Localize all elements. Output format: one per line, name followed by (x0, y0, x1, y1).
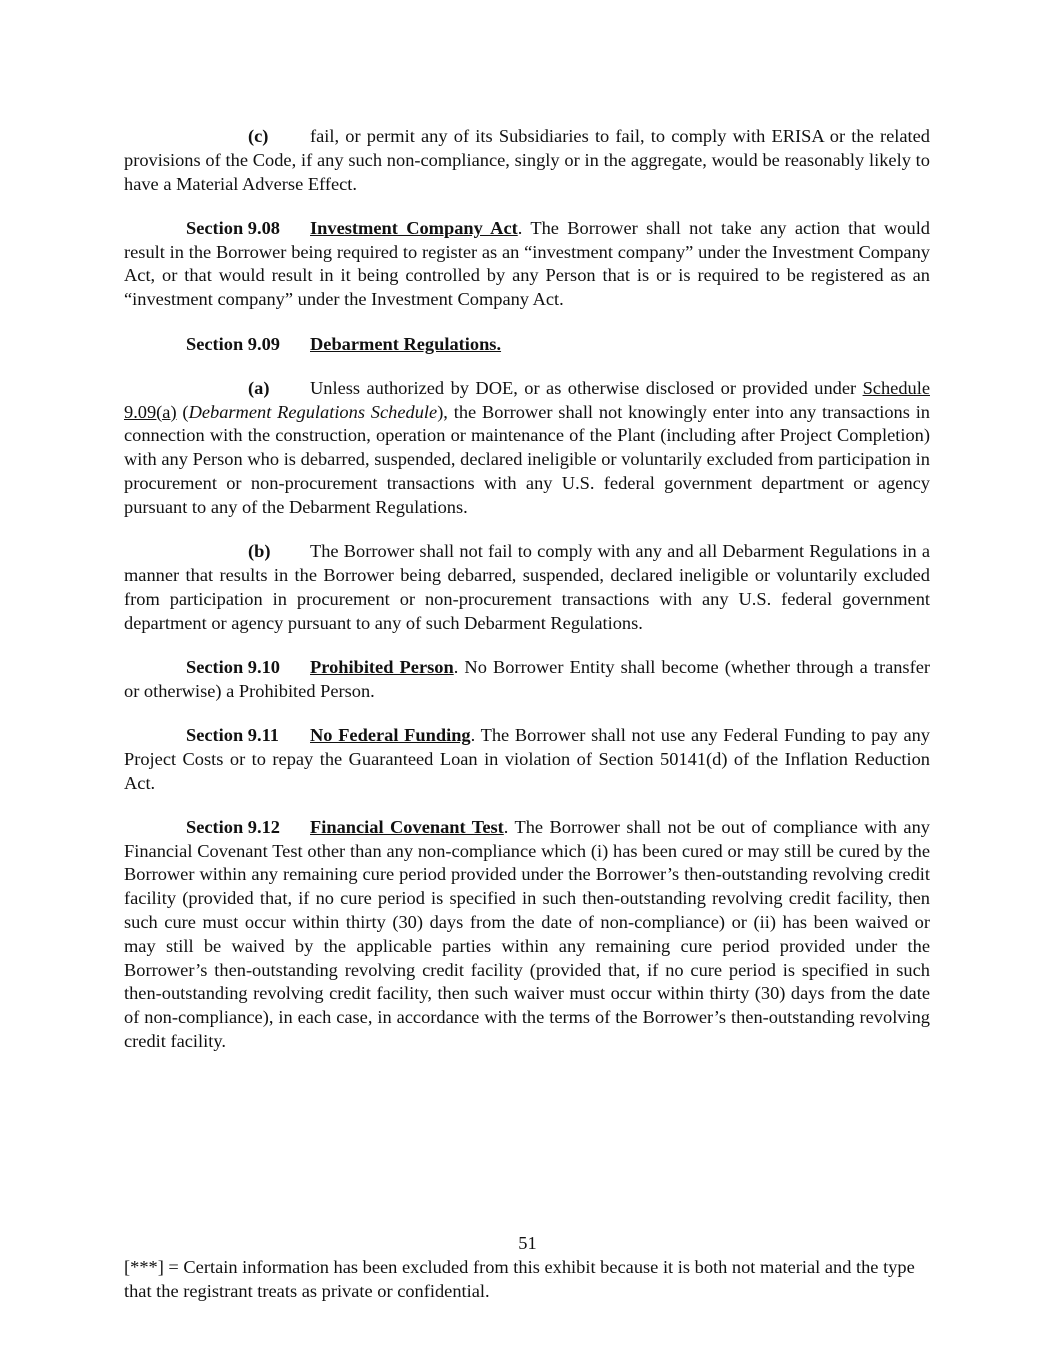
section-9-12 (124, 816, 930, 1054)
section-9-08-title: Investment Company Act (310, 217, 518, 238)
section-9-09-b-text: The Borrower shall not fail to comply with any and all Debarment Regulations in a manner that results in the Borrower being debarred, suspended, declared ineligible or voluntarily excluded from participation in procurement or non-procurement transactions with any U.S. federal government department or agency pursuant to any of such Debarment Regulations. (124, 541, 930, 633)
section-9-10-number: Section 9.10 (186, 656, 280, 677)
section-9-09-a-text-2: ( (176, 401, 189, 422)
section-9-12-title: Financial Covenant Test (310, 816, 504, 837)
section-9-09-number: Section 9.09 (186, 333, 280, 354)
section-9-09-a-text-3: ), the Borrower shall not knowingly enter into any transactions in connection with the construction, operation or maintenance of the Plant (including after Project Completion) with any Person who is debarred, suspended, declared ineligible or voluntarily excluded from participation in procurement or non-procurement transactions with any U.S. federal government department or agency pursuant to any of the Debarment Regulations. (124, 401, 930, 517)
page-body (124, 125, 930, 1074)
section-9-09-a-text-1: Unless authorized by DOE, or as otherwise disclosed or provided under (310, 377, 863, 398)
section-9-10-text: . No Borrower Entity shall become (whether through a transfer or otherwise) a Prohibited Person. (124, 656, 930, 701)
section-9-10 (124, 656, 930, 704)
section-9-11-title: No Federal Funding (310, 724, 471, 745)
section-9-12-text: . The Borrower shall not be out of compliance with any Financial Covenant Test other than any non-compliance which (i) has been cured or may still be cured by the Borrower within any remaining cure period provided under the Borrower’s then-outstanding revolving credit facility (provided that, if no cure period is specified in such then-outstanding revolving credit facility, then such cure must occur within thirty (30) days from the date of non-compliance) or (ii) has been waived or may still be waived by the applicable parties within any remaining cure period provided under the Borrower’s then-outstanding revolving credit facility (provided that, if no cure period is specified in such then-outstanding revolving credit facility, then such waiver must occur within thirty (30) days from the date of non-compliance), in each case, in accordance with the terms of the Borrower’s then-outstanding revolving credit facility. (124, 816, 930, 1051)
section-9-09-a (124, 377, 930, 520)
schedule-reference: Schedule 9.09(a) (124, 377, 930, 422)
footer-note: [***] = Certain information has been excluded from this exhibit because it is both not material and the type that the registrant treats as private or confidential. (124, 1257, 915, 1301)
section-9-12-number: Section 9.12 (186, 816, 280, 837)
section-9-11-number: Section 9.11 (186, 724, 279, 745)
section-9-10-title: Prohibited Person (310, 656, 454, 677)
clause-c-label: (c) (248, 126, 269, 146)
clause-c-text: fail, or permit any of its Subsidiaries to fail, to comply with ERISA or the related provisions of the Code, if any such non-compliance, singly or in the aggregate, would be reasonably likely to have a Material Adverse Effect. (124, 126, 930, 194)
section-9-09 (124, 333, 930, 357)
section-9-11 (124, 724, 930, 795)
section-9-09-b (124, 540, 930, 635)
section-9-09-b-label: (b) (248, 541, 271, 562)
section-9-08-text: . The Borrower shall not take any action that would result in the Borrower being required to register as an “investment company” under the Investment Company Act, or that would result in it being controlled by any Person that is or is required to be registered as an “investment company” under the Investment Company Act. (124, 217, 930, 310)
section-9-08 (124, 217, 930, 312)
section-9-09-title: Debarment Regulations. (310, 333, 502, 354)
clause-c (124, 125, 930, 196)
page-number: 51 (518, 1233, 537, 1253)
section-9-11-text: . The Borrower shall not use any Federal Funding to pay any Project Costs or to repay the Guaranteed Loan in violation of Section 50141(d) of the Inflation Reduction Act. (124, 724, 930, 793)
schedule-name: Debarment Regulations Schedule (188, 401, 438, 422)
section-9-09-a-label: (a) (248, 377, 270, 398)
section-9-08-number: Section 9.08 (186, 217, 280, 238)
